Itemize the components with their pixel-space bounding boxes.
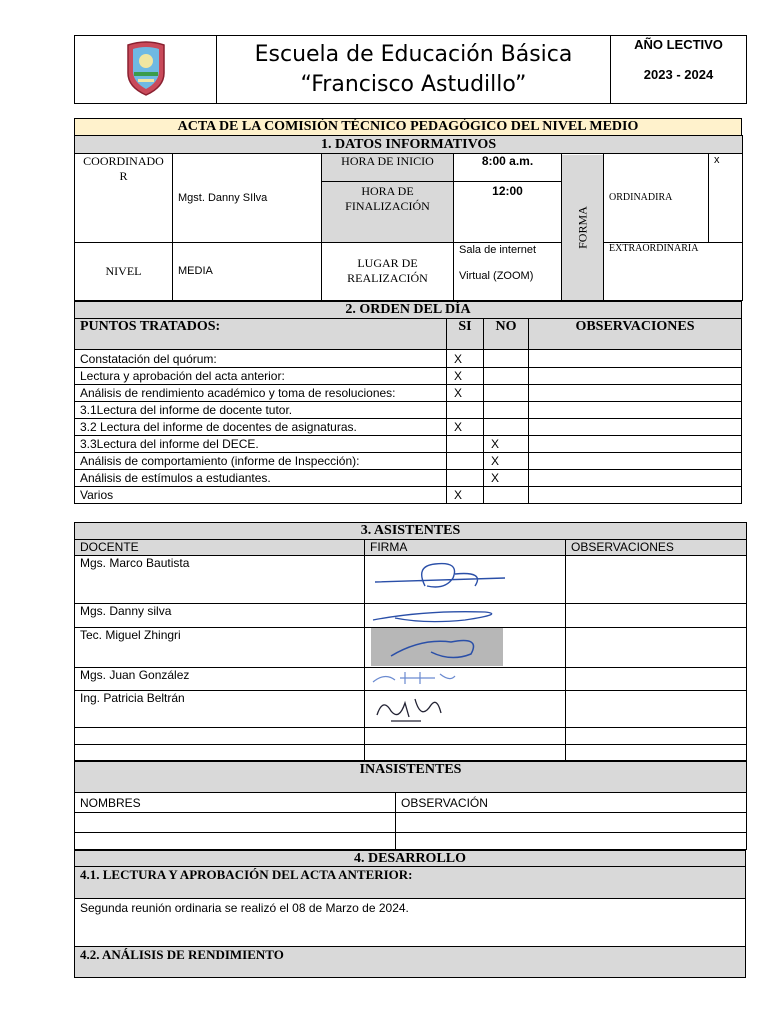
orden-point: Análisis de comportamiento (informe de Inspección):	[75, 453, 447, 470]
orden-row	[75, 419, 742, 436]
orden-si	[447, 436, 484, 453]
orden-si: X	[447, 368, 484, 385]
orden-row	[75, 470, 742, 487]
asistentes-table	[74, 522, 747, 761]
orden-no: X	[484, 436, 529, 453]
orden-row	[75, 402, 742, 419]
orden-si	[447, 402, 484, 419]
lugar-value	[454, 242, 562, 300]
forma-label: FORMA	[562, 154, 604, 301]
school-year-label: AÑO LECTIVO	[634, 37, 723, 52]
asistente-obs	[566, 668, 747, 691]
empty-cell	[566, 745, 747, 761]
orden-si	[447, 453, 484, 470]
orden-no: X	[484, 470, 529, 487]
orden-no	[484, 419, 529, 436]
lugar-line1: Sala de internet	[459, 243, 537, 256]
orden-point: 3.1Lectura del informe de docente tutor.	[75, 402, 447, 419]
signature-3	[365, 628, 566, 668]
orden-obs	[529, 419, 742, 436]
orden-obs	[529, 402, 742, 419]
orden-obs	[529, 487, 742, 504]
datos-table	[74, 135, 743, 301]
empty-cell	[75, 833, 396, 850]
extra-label: EXTRAORDINARIA	[604, 242, 743, 300]
orden-obs	[529, 385, 742, 402]
asistente-obs	[566, 628, 747, 668]
desarrollo-sub1: 4.1. LECTURA Y APROBACIÓN DEL ACTA ANTERIOR:	[75, 867, 746, 899]
orden-si: X	[447, 419, 484, 436]
acta-title-table	[74, 118, 742, 136]
asistente-obs	[566, 691, 747, 728]
hora-fin-value: 12:00	[454, 182, 562, 242]
orden-no	[484, 385, 529, 402]
orden-point: Varios	[75, 487, 447, 504]
orden-table	[74, 301, 742, 504]
orden-point: 3.3Lectura del informe del DECE.	[75, 436, 447, 453]
empty-cell	[396, 833, 747, 850]
col-observaciones: OBSERVACIONES	[529, 319, 742, 350]
orden-si	[447, 470, 484, 487]
desarrollo-heading: 4. DESARROLLO	[75, 851, 746, 867]
orden-no	[484, 350, 529, 368]
asistente-name: Tec. Miguel Zhingri	[75, 628, 365, 668]
orden-point: Análisis de rendimiento académico y toma de resoluciones:	[75, 385, 447, 402]
orden-row	[75, 368, 742, 385]
coordinador-value: Mgst. Danny SIlva	[173, 154, 322, 243]
inasistentes-table	[74, 761, 747, 850]
asistente-name: Ing. Patricia Beltrán	[75, 691, 365, 728]
orden-obs	[529, 436, 742, 453]
hora-fin-label: HORA DE FINALIZACIÓN	[322, 182, 454, 242]
school-logo	[122, 39, 170, 97]
empty-cell	[566, 728, 747, 745]
school-year-value: 2023 - 2024	[643, 67, 714, 82]
orden-si: X	[447, 385, 484, 402]
nivel-label: NIVEL	[75, 242, 173, 300]
orden-obs	[529, 453, 742, 470]
lugar-line2: Virtual (ZOOM)	[459, 269, 534, 282]
signature-4	[365, 668, 566, 691]
inasistentes-heading: INASISTENTES	[75, 762, 747, 793]
hora-inicio-label: HORA DE INICIO	[322, 154, 454, 182]
asistente-name: Mgs. Marco Bautista	[75, 556, 365, 604]
signature-1	[365, 556, 566, 604]
orden-obs	[529, 470, 742, 487]
col-puntos: PUNTOS TRATADOS:	[75, 319, 447, 350]
orden-no	[484, 368, 529, 385]
hora-inicio-value: 8:00 a.m.	[454, 154, 562, 182]
orden-heading: 2. ORDEN DEL DÍA	[75, 302, 742, 319]
asistente-obs	[566, 604, 747, 628]
asistente-obs	[566, 556, 747, 604]
empty-cell	[365, 728, 566, 745]
col-firma: FIRMA	[365, 540, 566, 556]
empty-cell	[396, 813, 747, 833]
orden-point: 3.2 Lectura del informe de docentes de asignaturas.	[75, 419, 447, 436]
desarrollo-sub2: 4.2. ANÁLISIS DE RENDIMIENTO	[75, 947, 746, 978]
orden-point: Constatación del quórum:	[75, 350, 447, 368]
lugar-label: LUGAR DE REALIZACIÓN	[322, 242, 454, 300]
ordinaria-mark: x	[709, 154, 743, 243]
desarrollo-table	[74, 850, 746, 978]
desarrollo-sub1-text: Segunda reunión ordinaria se realizó el 08 de Marzo de 2024.	[75, 899, 746, 947]
acta-title: ACTA DE LA COMISIÓN TÉCNICO PEDAGÓGICO DEL NIVEL MEDIO	[75, 119, 742, 136]
signature-2	[365, 604, 566, 628]
asistentes-heading: 3. ASISTENTES	[75, 523, 747, 540]
logo-cell	[75, 36, 217, 104]
col-nombres: NOMBRES	[75, 793, 396, 813]
orden-point: Lectura y aprobación del acta anterior:	[75, 368, 447, 385]
col-obs-asistentes: OBSERVACIONES	[566, 540, 747, 556]
orden-row	[75, 385, 742, 402]
empty-cell	[75, 728, 365, 745]
orden-si: X	[447, 487, 484, 504]
nivel-value: MEDIA	[173, 242, 322, 300]
orden-row	[75, 453, 742, 470]
orden-obs	[529, 368, 742, 385]
coordinador-label: COORDINADOR	[75, 154, 173, 243]
ordinaria-label: ORDINADIRA	[604, 154, 709, 243]
orden-no	[484, 402, 529, 419]
school-year-cell	[611, 36, 747, 104]
header-table	[74, 35, 747, 104]
orden-point: Análisis de estímulos a estudiantes.	[75, 470, 447, 487]
school-title	[217, 36, 611, 104]
orden-no: X	[484, 453, 529, 470]
col-no: NO	[484, 319, 529, 350]
orden-si: X	[447, 350, 484, 368]
col-si: SI	[447, 319, 484, 350]
orden-obs	[529, 350, 742, 368]
col-docente: DOCENTE	[75, 540, 365, 556]
asistente-name: Mgs. Danny silva	[75, 604, 365, 628]
datos-heading: 1. DATOS INFORMATIVOS	[75, 136, 743, 154]
empty-cell	[75, 813, 396, 833]
orden-row	[75, 487, 742, 504]
orden-no	[484, 487, 529, 504]
school-title-line1: Escuela de Educación Básica	[254, 41, 573, 67]
col-observacion: OBSERVACIÓN	[396, 793, 747, 813]
asistente-name: Mgs. Juan González	[75, 668, 365, 691]
school-title-line2: “Francisco Astudillo”	[300, 71, 527, 97]
orden-row	[75, 436, 742, 453]
empty-cell	[365, 745, 566, 761]
signature-5	[365, 691, 566, 728]
empty-cell	[75, 745, 365, 761]
orden-row	[75, 350, 742, 368]
